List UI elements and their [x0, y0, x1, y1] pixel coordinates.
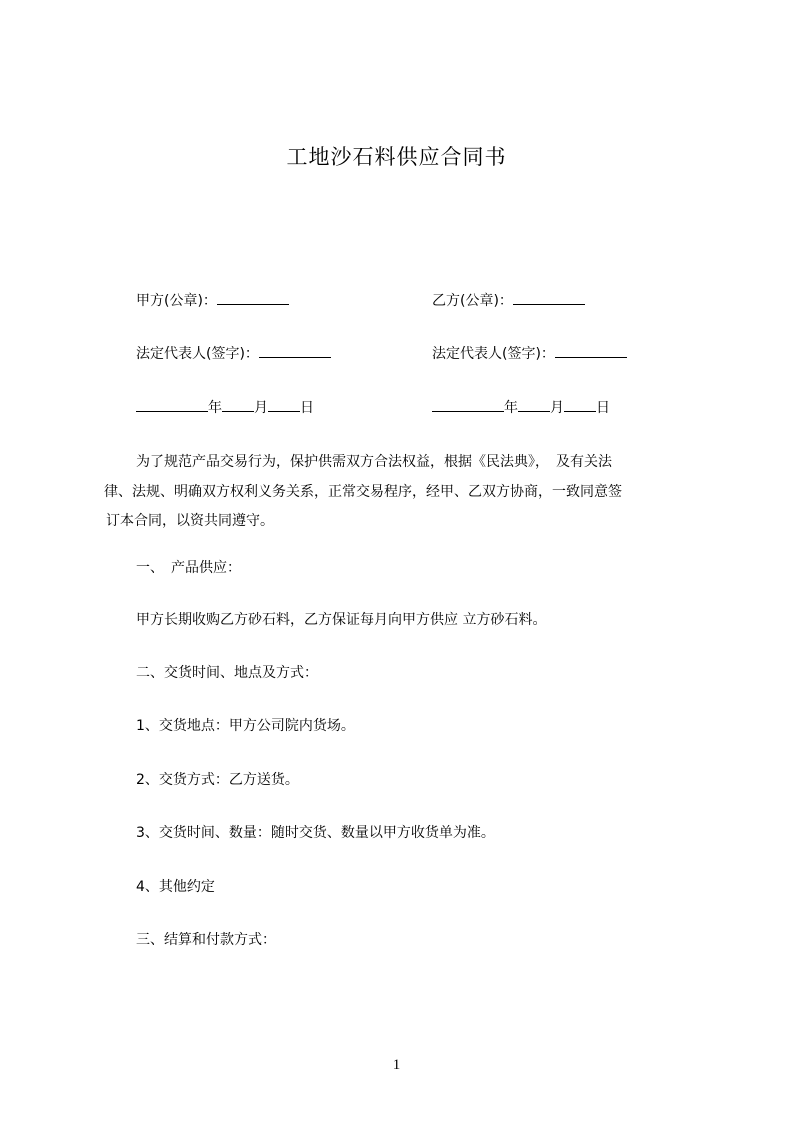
party-b-rep-line [432, 343, 627, 364]
party-a-rep-line [136, 343, 331, 364]
section-2-item-4: 4、其他约定 [136, 879, 215, 895]
party-b-day-label: 日 [596, 400, 610, 416]
party-a-day-blank [268, 397, 300, 412]
section-3-heading: 三、结算和付款方式： [136, 932, 276, 948]
party-a-year-blank [136, 397, 208, 412]
preamble-line-2-text: 律、法规、明确双方权利义务关系，正常交易程序，经甲、乙双方协商，一致同意签 [104, 483, 622, 500]
party-b-seal-blank [513, 290, 585, 305]
preamble-paragraph [104, 448, 716, 537]
preamble-line-2 [104, 478, 716, 508]
party-a-year-label: 年 [208, 400, 222, 416]
party-a-seal-blank [217, 290, 289, 305]
section-1-heading: 一、 产品供应： [136, 560, 241, 576]
party-b-year-blank [432, 397, 504, 412]
party-b-month-blank [518, 397, 550, 412]
party-b-month-label: 月 [550, 400, 564, 416]
party-b-seal-line [432, 290, 585, 311]
party-a-seal-line [136, 290, 289, 311]
preamble-line-1: 为了规范产品交易行为，保护供需双方合法权益，根据《民法典》， 及有关法 [136, 454, 612, 470]
party-b-date-line [432, 397, 610, 418]
party-a-date-line [136, 397, 314, 418]
contract-title: 工地沙石料供应合同书 [286, 145, 507, 169]
section-2-heading: 二、交货时间、地点及方式： [136, 665, 318, 681]
section-2-item-3: 3、交货时间、数量：随时交货、数量以甲方收货单为准。 [136, 825, 495, 841]
party-a-day-label: 日 [300, 400, 314, 416]
party-b-rep-label: 法定代表人(签字)： [432, 346, 555, 362]
section-2-item-2: 2、交货方式：乙方送货。 [136, 772, 299, 788]
party-b-rep-blank [555, 343, 627, 358]
party-b-seal-label: 乙方(公章)： [432, 293, 513, 309]
page-number: 1 [392, 1057, 401, 1073]
section-2-item-1: 1、交货地点：甲方公司院内货场。 [136, 718, 355, 734]
party-b-day-blank [564, 397, 596, 412]
preamble-line-3 [106, 507, 716, 537]
party-a-month-label: 月 [254, 400, 268, 416]
party-b-year-label: 年 [504, 400, 518, 416]
party-a-rep-blank [259, 343, 331, 358]
party-a-seal-label: 甲方(公章)： [136, 293, 217, 309]
section-1-body: 甲方长期收购乙方砂石料，乙方保证每月向甲方供应 立方砂石料。 [136, 612, 547, 628]
party-a-rep-label: 法定代表人(签字)： [136, 346, 259, 362]
party-a-month-blank [222, 397, 254, 412]
preamble-line-3-text: 订本合同，以资共同遵守。 [106, 513, 274, 529]
